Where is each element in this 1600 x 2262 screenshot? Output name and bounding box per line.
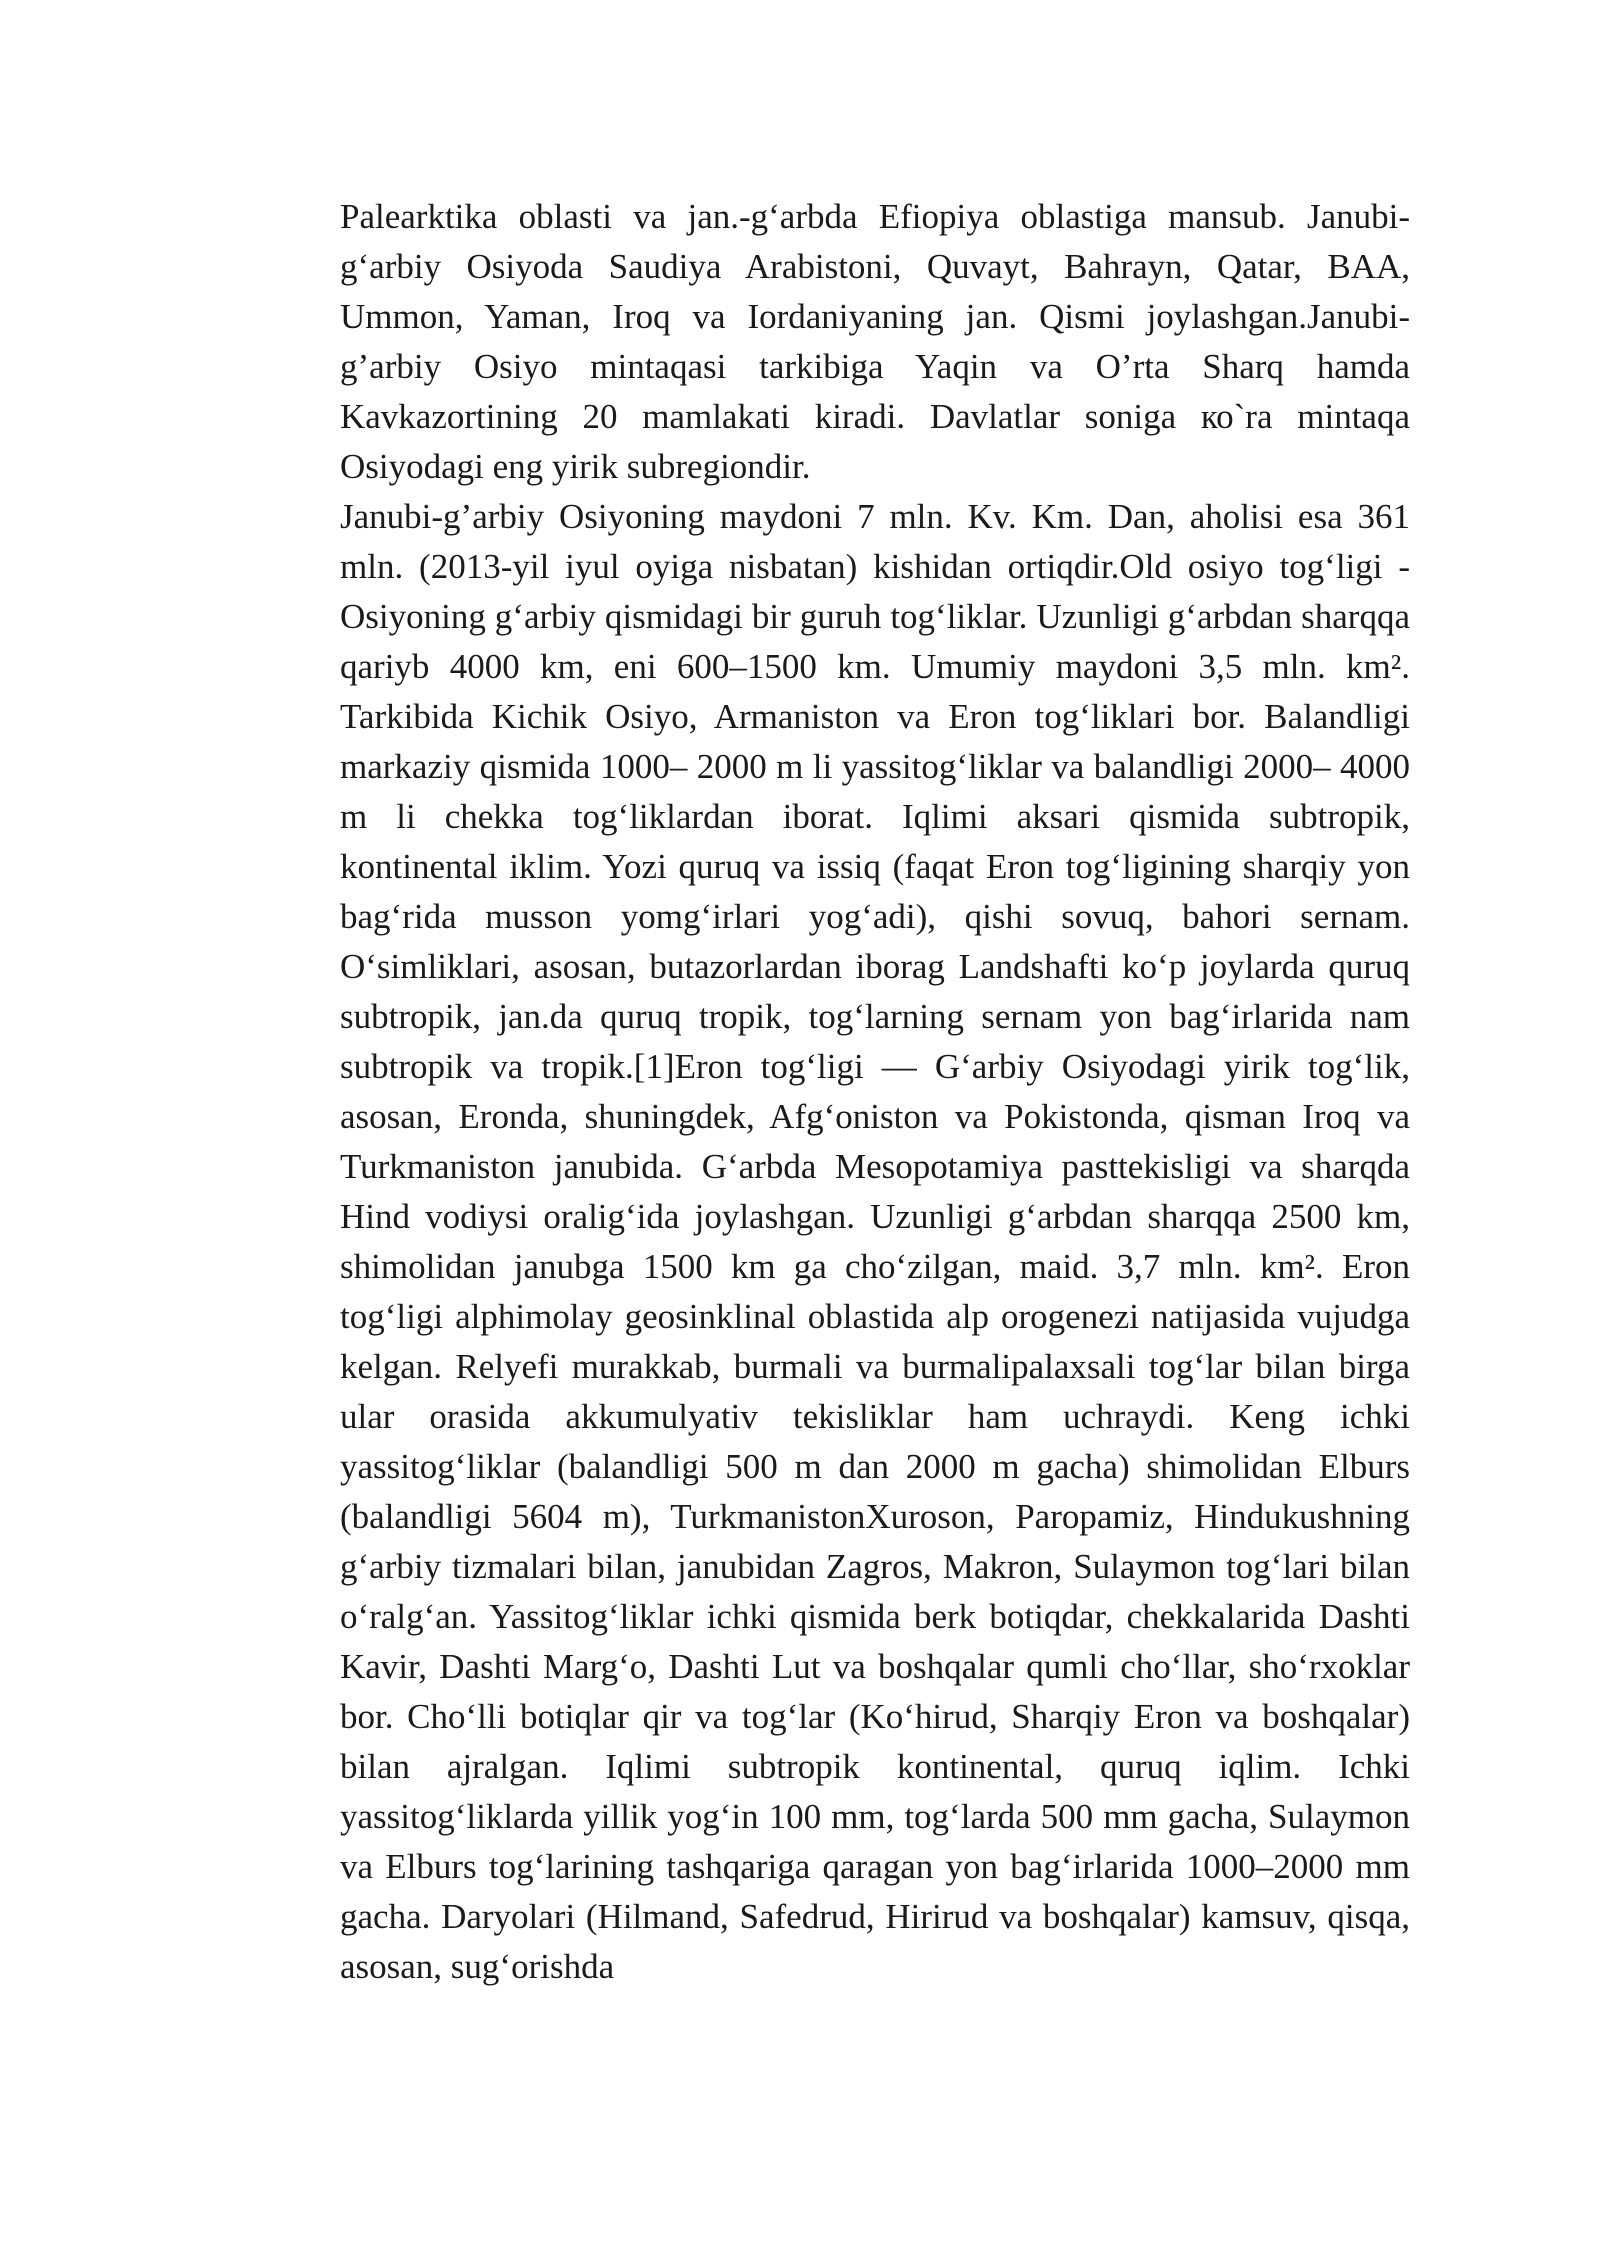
body-text — [340, 192, 1410, 1992]
paragraph-1: Palearktika oblasti va jan.-g‘arbda Efiopiya oblastiga mansub. Janubi-g‘arbiy Osiyoda Saudiya Arabistoni, Quvayt, Bahrayn, Qatar, BAA, Ummon, Yaman, Iroq va Iordaniyaning jan. Qismi joylashgan.Janubi-g’arbiy Osiyo mintaqasi tarkibiga Yaqin va O’rta Sharq hamda Kavkazortining 20 mamlakati kiradi. Davlatlar soniga ко`ra mintaqa Osiyodagi eng yirik subregiondir. — [340, 197, 1410, 486]
paragraph-2: Janubi-g’arbiy Osiyoning maydoni 7 mln. Kv. Km. Dan, aholisi esa 361 mln. (2013-yil iyul oyiga nisbatan) kishidan ortiqdir.Old osiyo tog‘ligi - Osiyoning g‘arbiy qismidagi bir guruh tog‘liklar. Uzunligi g‘arbdan sharqqa qariyb 4000 km, eni 600–1500 km. Umumiy maydoni 3,5 mln. km². Tarkibida Kichik Osiyo, Armaniston va Eron tog‘liklari bor. Balandligi markaziy qismida 1000– 2000 m li yassitog‘liklar va balandligi 2000– 4000 m li chekka tog‘liklardan iborat. Iqlimi aksari qismida subtropik, kontinental iklim. Yozi quruq va issiq (faqat Eron tog‘ligining sharqiy yon bag‘rida musson yomg‘irlari yog‘adi), qishi sovuq, bahori sernam. O‘simliklari, asosan, butazorlardan iborag Landshafti ko‘p joylarda quruq subtropik, jan.da quruq tropik, tog‘larning sernam yon bag‘irlarida nam subtropik va tropik.[1]Eron tog‘ligi — G‘arbiy Osiyodagi yirik tog‘lik, asosan, Eronda, shuningdek, Afg‘oniston va Pokistonda, qisman Iroq va Turkmaniston janubida. G‘arbda Mesopotamiya pasttekisligi va sharqda Hind vodiysi oralig‘ida joylashgan. Uzunligi g‘arbdan sharqqa 2500 km, shimolidan janubga 1500 km ga cho‘zilgan, maid. 3,7 mln. km². Eron tog‘ligi alphimolay geosinklinal oblastida alp orogenezi natijasida vujudga kelgan. Relyefi murakkab, burmali va burmalipalaxsali tog‘lar bilan birga ular orasida akkumulyativ tekisliklar ham uchraydi. Keng ichki yassitog‘liklar (balandligi 500 m dan 2000 m gacha) shimolidan Elburs (balandligi 5604 m), TurkmanistonXuroson, Paropamiz, Hindukushning g‘arbiy tizmalari bilan, janubidan Zagros, Makron, Sulaymon tog‘lari bilan o‘ralg‘an. Yassitog‘liklar ichki qismida berk botiqdar, chekkalarida Dashti Kavir, Dashti Marg‘o, Dashti Lut va boshqalar qumli cho‘llar, sho‘rxoklar bor. Cho‘lli botiqlar qir va tog‘lar (Ko‘hirud, Sharqiy Eron va boshqalar) bilan ajralgan. Iqlimi subtropik kontinental, quruq iqlim. Ichki yassitog‘liklarda yillik yog‘in 100 mm, tog‘larda 500 mm gacha, Sulaymon va Elburs tog‘larining tashqariga qaragan yon bag‘irlarida 1000–2000 mm gacha. Daryolari (Hilmand, Safedrud, Hirirud va boshqalar) kamsuv, qisqa, asosan, sug‘orishda — [340, 497, 1410, 1986]
